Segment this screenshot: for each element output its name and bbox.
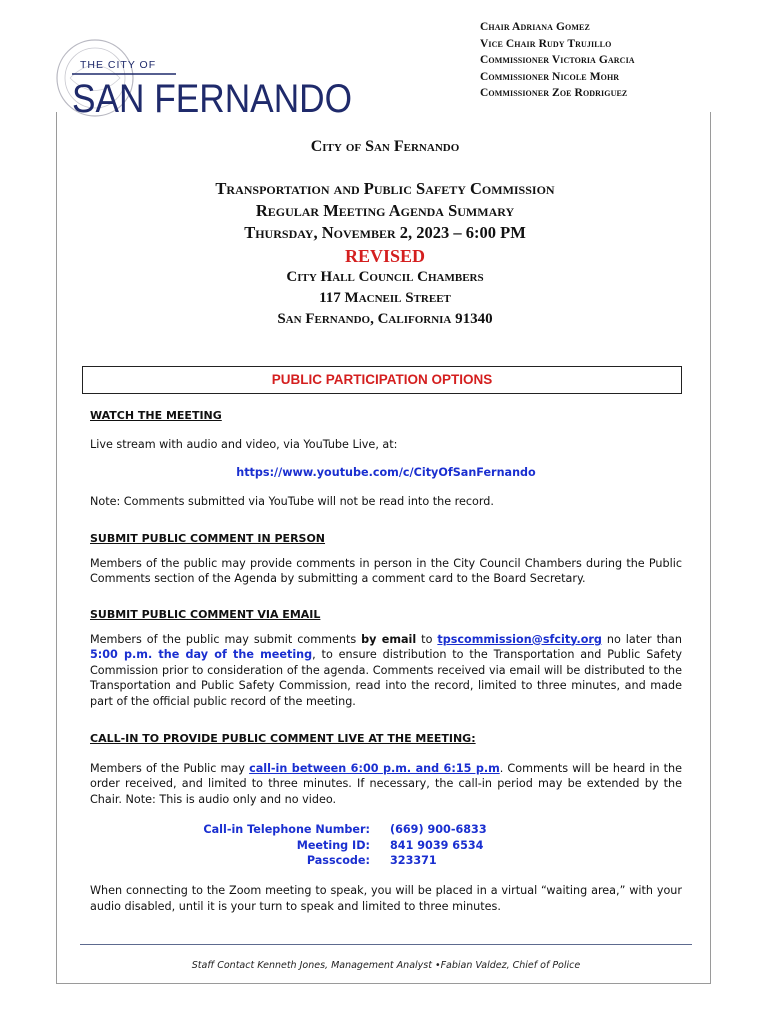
staff-contact: Staff Contact Kenneth Jones, Management Analyst •Fabian Valdez, Chief of Police bbox=[191, 960, 581, 971]
location-street: 117 Macneil Street bbox=[319, 290, 451, 306]
passcode: 323371 bbox=[390, 854, 437, 867]
officer-list bbox=[480, 19, 635, 102]
logo-small-text: THE CITY OF bbox=[80, 59, 157, 71]
email-section bbox=[90, 607, 682, 709]
callin-section bbox=[90, 731, 682, 807]
youtube-link[interactable]: https://www.youtube.com/c/CityOfSanFernando bbox=[236, 466, 536, 479]
logo-main-text: SAN FERNANDO bbox=[72, 77, 352, 121]
email-heading: SUBMIT PUBLIC COMMENT VIA EMAIL bbox=[90, 608, 321, 621]
callin-window: call-in between 6:00 p.m. and 6:15 p.m bbox=[249, 761, 500, 775]
youtube-note: Note: Comments submitted via YouTube will not be read into the record. bbox=[90, 494, 494, 508]
city-logo bbox=[50, 38, 360, 128]
participation-options-title: PUBLIC PARTICIPATION OPTIONS bbox=[82, 366, 682, 394]
location-city: San Fernando, California 91340 bbox=[277, 311, 493, 327]
watch-intro: Live stream with audio and video, via YouTube Live, at: bbox=[90, 437, 398, 451]
city-title: City of San Fernando bbox=[310, 138, 460, 155]
passcode-label: Passcode: bbox=[306, 854, 370, 867]
watch-section bbox=[90, 408, 682, 509]
phone-number: (669) 900-6833 bbox=[390, 823, 487, 836]
revised-label: REVISED bbox=[344, 246, 426, 266]
location-name: City Hall Council Chambers bbox=[286, 269, 484, 285]
officer-commissioner: Commissioner Zoe Rodriguez bbox=[480, 87, 628, 99]
callin-text: Members of the Public may call-in between 6:00 p.m. and 6:15 p.m. Comments will be heard in the order received, and limited to three minutes. If necessary, the call-in period may be extended by the Chair. Note: This is audio only and no video. bbox=[90, 761, 683, 806]
meeting-date: Thursday, November 2, 2023 – 6:00 PM bbox=[244, 223, 526, 242]
footer-divider bbox=[80, 944, 692, 945]
zoom-note: When connecting to the Zoom meeting to speak, you will be placed in a virtual “waiting area,” with your audio disabled, until it is your turn to speak and limited to three minutes. bbox=[90, 884, 682, 913]
watch-heading: WATCH THE MEETING bbox=[90, 409, 222, 422]
officer-chair: Chair Adriana Gomez bbox=[480, 21, 590, 33]
agenda-header bbox=[60, 138, 710, 330]
in-person-text: Members of the public may provide comments in person in the City Council Chambers during the Public Comments section of the Agenda by submitting a comment card to the Board Secretary. bbox=[90, 556, 682, 585]
meeting-id-label: Meeting ID: bbox=[296, 838, 370, 852]
email-deadline: 5:00 p.m. the day of the meeting bbox=[90, 648, 313, 661]
email-text: Members of the public may submit comments by email to tpscommission@sfcity.org no later than 5:00 p.m. the day of the meeting, to ensure distribution to the Transportation and Public Safety Commission prior to consideration of the agenda. Comments received via email will be distributed to the Transportation and Public Safety Commission, read into the record, limited to three minutes, and made part of the official public record of the meeting. bbox=[90, 632, 682, 708]
in-person-heading: SUBMIT PUBLIC COMMENT IN PERSON bbox=[90, 532, 326, 545]
officer-commissioner: Commissioner Victoria Garcia bbox=[480, 54, 635, 66]
officer-vice-chair: Vice Chair Rudy Trujillo bbox=[480, 37, 612, 50]
email-link[interactable]: tpscommission@sfcity.org bbox=[437, 632, 602, 646]
officer-commissioner: Commissioner Nicole Mohr bbox=[480, 70, 620, 83]
callin-heading: CALL-IN TO PROVIDE PUBLIC COMMENT LIVE AT THE MEETING: bbox=[90, 732, 476, 745]
meeting-id: 841 9039 6534 bbox=[390, 838, 484, 852]
meeting-type: Regular Meeting Agenda Summary bbox=[255, 201, 515, 220]
commission-name: Transportation and Public Safety Commission bbox=[215, 179, 555, 198]
callin-details bbox=[150, 822, 590, 869]
phone-label: Call-in Telephone Number: bbox=[203, 823, 370, 836]
in-person-section bbox=[90, 531, 682, 587]
